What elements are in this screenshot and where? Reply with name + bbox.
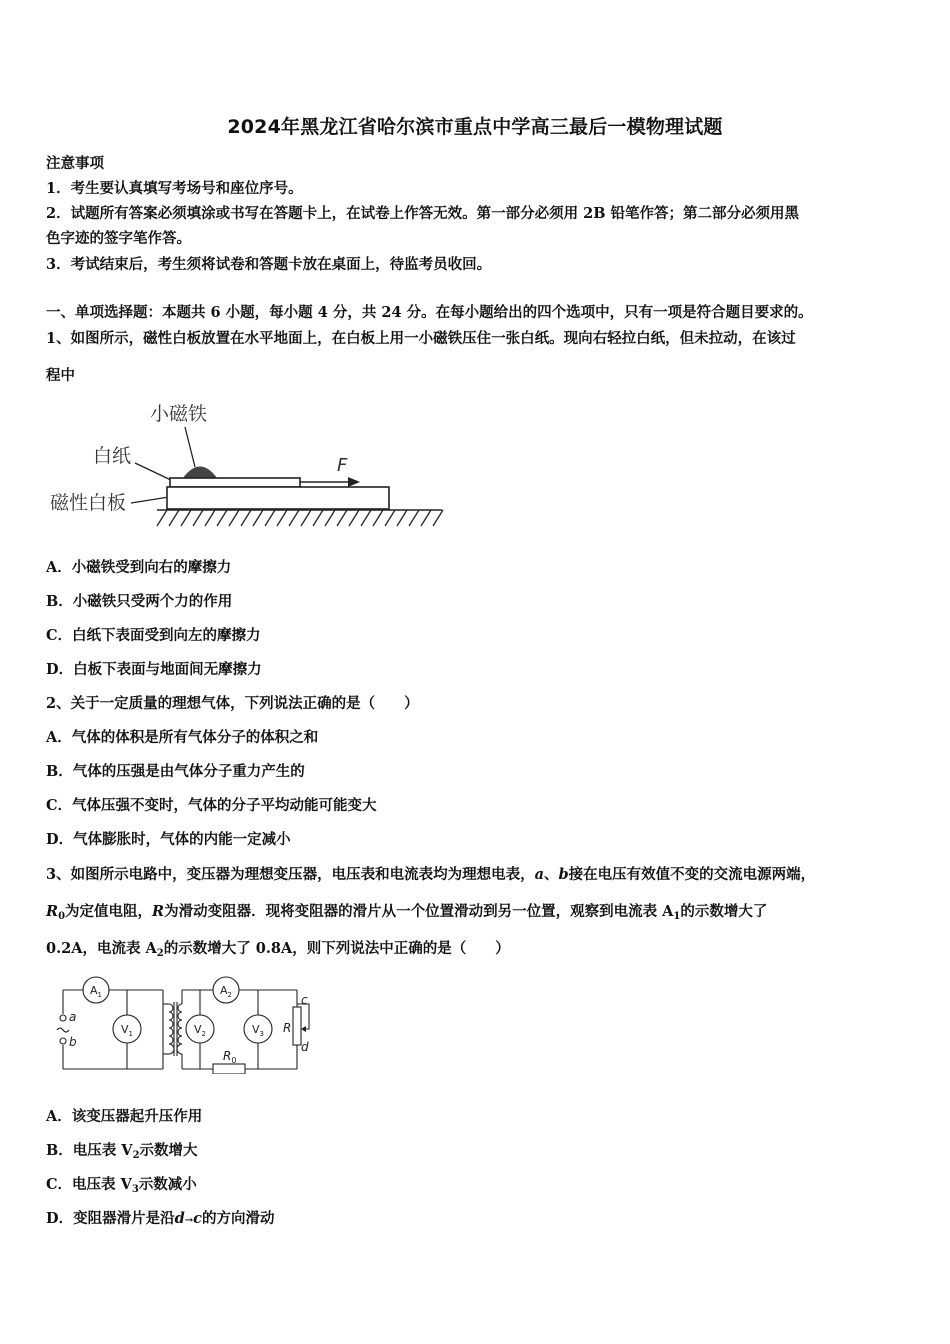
figure-label-paper: 白纸 bbox=[93, 445, 132, 467]
q1-option-b: B．小磁铁只受两个力的作用 bbox=[46, 593, 233, 610]
figure-label-magnet: 小磁铁 bbox=[150, 403, 208, 425]
circuit-label-a1: $A_1$ bbox=[90, 984, 102, 999]
section-heading: 一、单项选择题：本题共 6 小题，每小题 4 分，共 24 分。在每小题给出的四个选项中，只有一项是符合题目要求的。 bbox=[46, 304, 813, 321]
q2-stem: 2、关于一定质量的理想气体，下列说法正确的是（ ） bbox=[46, 695, 419, 712]
magnet-board-figure bbox=[45, 393, 455, 533]
notice-heading: 注意事项 bbox=[46, 155, 104, 172]
notice-item: 色字迹的签字笔作答。 bbox=[46, 230, 191, 247]
q3-stem-line3: 0.2A，电流表 $A_2$的示数增大了 0.8A，则下列说法中正确的是（ ） bbox=[46, 940, 510, 959]
q1-stem: 1、如图所示，磁性白板放置在水平地面上，在白板上用一小磁铁压住一张白纸。现向右轻拉白纸，但未拉动，在该过 bbox=[46, 330, 796, 347]
figure-label-force: F bbox=[337, 455, 348, 476]
circuit-label-d: d bbox=[301, 1040, 309, 1054]
notice-item: 3．考试结束后，考生须将试卷和答题卡放在桌面上，待监考员收回。 bbox=[46, 256, 492, 273]
circuit-label-c: c bbox=[301, 993, 308, 1007]
circuit-label-a: a bbox=[69, 1010, 77, 1024]
q2-option-d: D．气体膨胀时，气体的内能一定减小 bbox=[46, 831, 291, 848]
circuit-label-v2: $V_2$ bbox=[194, 1023, 206, 1038]
figure-label-board: 磁性白板 bbox=[50, 492, 127, 514]
circuit-label-r0: $R_0$ bbox=[223, 1049, 237, 1065]
magnet-shape bbox=[183, 467, 217, 479]
paper-shape bbox=[170, 478, 300, 487]
q3-option-c: C．电压表 $V_3$示数减小 bbox=[46, 1176, 197, 1195]
circuit-label-b: b bbox=[69, 1035, 77, 1049]
q2-option-a: A．气体的体积是所有气体分子的体积之和 bbox=[46, 729, 319, 746]
transformer-circuit-figure bbox=[45, 974, 335, 1074]
page-title: 2024年黑龙江省哈尔滨市重点中学高三最后一模物理试题 bbox=[227, 116, 723, 138]
circuit-label-v1: $V_1$ bbox=[121, 1023, 133, 1038]
board-shape bbox=[167, 487, 389, 509]
notice-item: 1．考生要认真填写考场号和座位序号。 bbox=[46, 180, 303, 197]
q3-stem-line1: 3、如图所示电路中，变压器为理想变压器，电压表和电流表均为理想电表，a、b接在电压有效值不变的交流电源两端， bbox=[46, 866, 816, 883]
q3-stem-line2: $R_0$为定值电阻，R为滑动变阻器．现将变阻器的滑片从一个位置滑动到另一位置，观察到电流表 $A_1$的示数增大了 bbox=[46, 903, 768, 922]
q3-option-b: B．电压表 $V_2$示数增大 bbox=[46, 1142, 198, 1161]
notice-item: 2．试题所有答案必须填涂或书写在答题卡上，在试卷上作答无效。第一部分必须用 2B 铅笔作答；第二部分必须用黑 bbox=[46, 205, 800, 222]
circuit-label-r: R bbox=[283, 1021, 292, 1035]
q3-option-a: A．该变压器起升压作用 bbox=[46, 1108, 203, 1125]
q1-option-c: C．白纸下表面受到向左的摩擦力 bbox=[46, 627, 261, 644]
q3-option-d: D．变阻器滑片是沿d→c的方向滑动 bbox=[46, 1210, 275, 1227]
q2-option-c: C．气体压强不变时，气体的分子平均动能可能变大 bbox=[46, 797, 377, 814]
circuit-label-v3: $V_3$ bbox=[252, 1023, 264, 1038]
q1-option-d: D．白板下表面与地面间无摩擦力 bbox=[46, 661, 262, 678]
q1-stem: 程中 bbox=[46, 367, 75, 384]
circuit-label-a2: $A_2$ bbox=[220, 984, 232, 999]
q2-option-b: B．气体的压强是由气体分子重力产生的 bbox=[46, 763, 305, 780]
q1-option-a: A．小磁铁受到向右的摩擦力 bbox=[46, 559, 232, 576]
